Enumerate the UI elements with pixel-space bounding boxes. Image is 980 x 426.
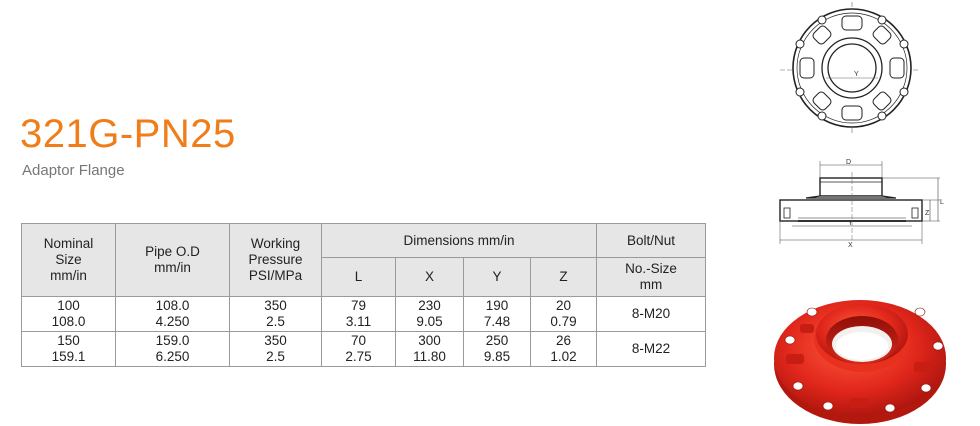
product-title: 321G-PN25 bbox=[20, 112, 236, 156]
cell-z: 26 1.02 bbox=[531, 332, 597, 367]
cell-x: 300 11.80 bbox=[396, 332, 464, 367]
cell-l: 79 3.11 bbox=[322, 297, 396, 332]
label-x: X bbox=[848, 242, 853, 249]
cell-pipe-od: 108.0 4.250 bbox=[116, 297, 230, 332]
header-nominal-size: Nominal Size mm/in bbox=[22, 224, 116, 297]
header-dim-y: Y bbox=[464, 258, 531, 297]
cell-pipe-od: 159.0 6.250 bbox=[116, 332, 230, 367]
cell-l: 70 2.75 bbox=[322, 332, 396, 367]
flange-product-photo bbox=[770, 282, 950, 426]
cell-bolt: 8-M20 bbox=[597, 297, 706, 332]
header-dimensions: Dimensions mm/in bbox=[322, 224, 597, 258]
flange-top-view-drawing bbox=[770, 0, 930, 140]
cell-x: 230 9.05 bbox=[396, 297, 464, 332]
cell-z: 20 0.79 bbox=[531, 297, 597, 332]
label-y-side: Y bbox=[848, 220, 853, 227]
cell-pressure: 350 2.5 bbox=[230, 332, 322, 367]
cell-nominal: 150 159.1 bbox=[22, 332, 116, 367]
header-dim-x: X bbox=[396, 258, 464, 297]
label-l: L bbox=[940, 199, 944, 206]
spec-table bbox=[21, 223, 706, 367]
cell-y: 250 9.85 bbox=[464, 332, 531, 367]
header-dim-z: Z bbox=[531, 258, 597, 297]
table-row bbox=[22, 297, 706, 332]
flange-side-view-drawing bbox=[770, 158, 950, 253]
cell-bolt: 8-M22 bbox=[597, 332, 706, 367]
label-z: Z bbox=[925, 210, 930, 217]
table-row bbox=[22, 332, 706, 367]
header-bolt-size: No.-Size mm bbox=[597, 258, 706, 297]
header-dim-l: L bbox=[322, 258, 396, 297]
header-working-pressure: Working Pressure PSI/MPa bbox=[230, 224, 322, 297]
cell-y: 190 7.48 bbox=[464, 297, 531, 332]
product-subtitle: Adaptor Flange bbox=[22, 162, 125, 179]
cell-pressure: 350 2.5 bbox=[230, 297, 322, 332]
label-d: D bbox=[846, 159, 852, 166]
header-pipe-od: Pipe O.D mm/in bbox=[116, 224, 230, 297]
header-bolt-nut: Bolt/Nut bbox=[597, 224, 706, 258]
cell-nominal: 100 108.0 bbox=[22, 297, 116, 332]
label-y-top: Y bbox=[854, 71, 859, 78]
